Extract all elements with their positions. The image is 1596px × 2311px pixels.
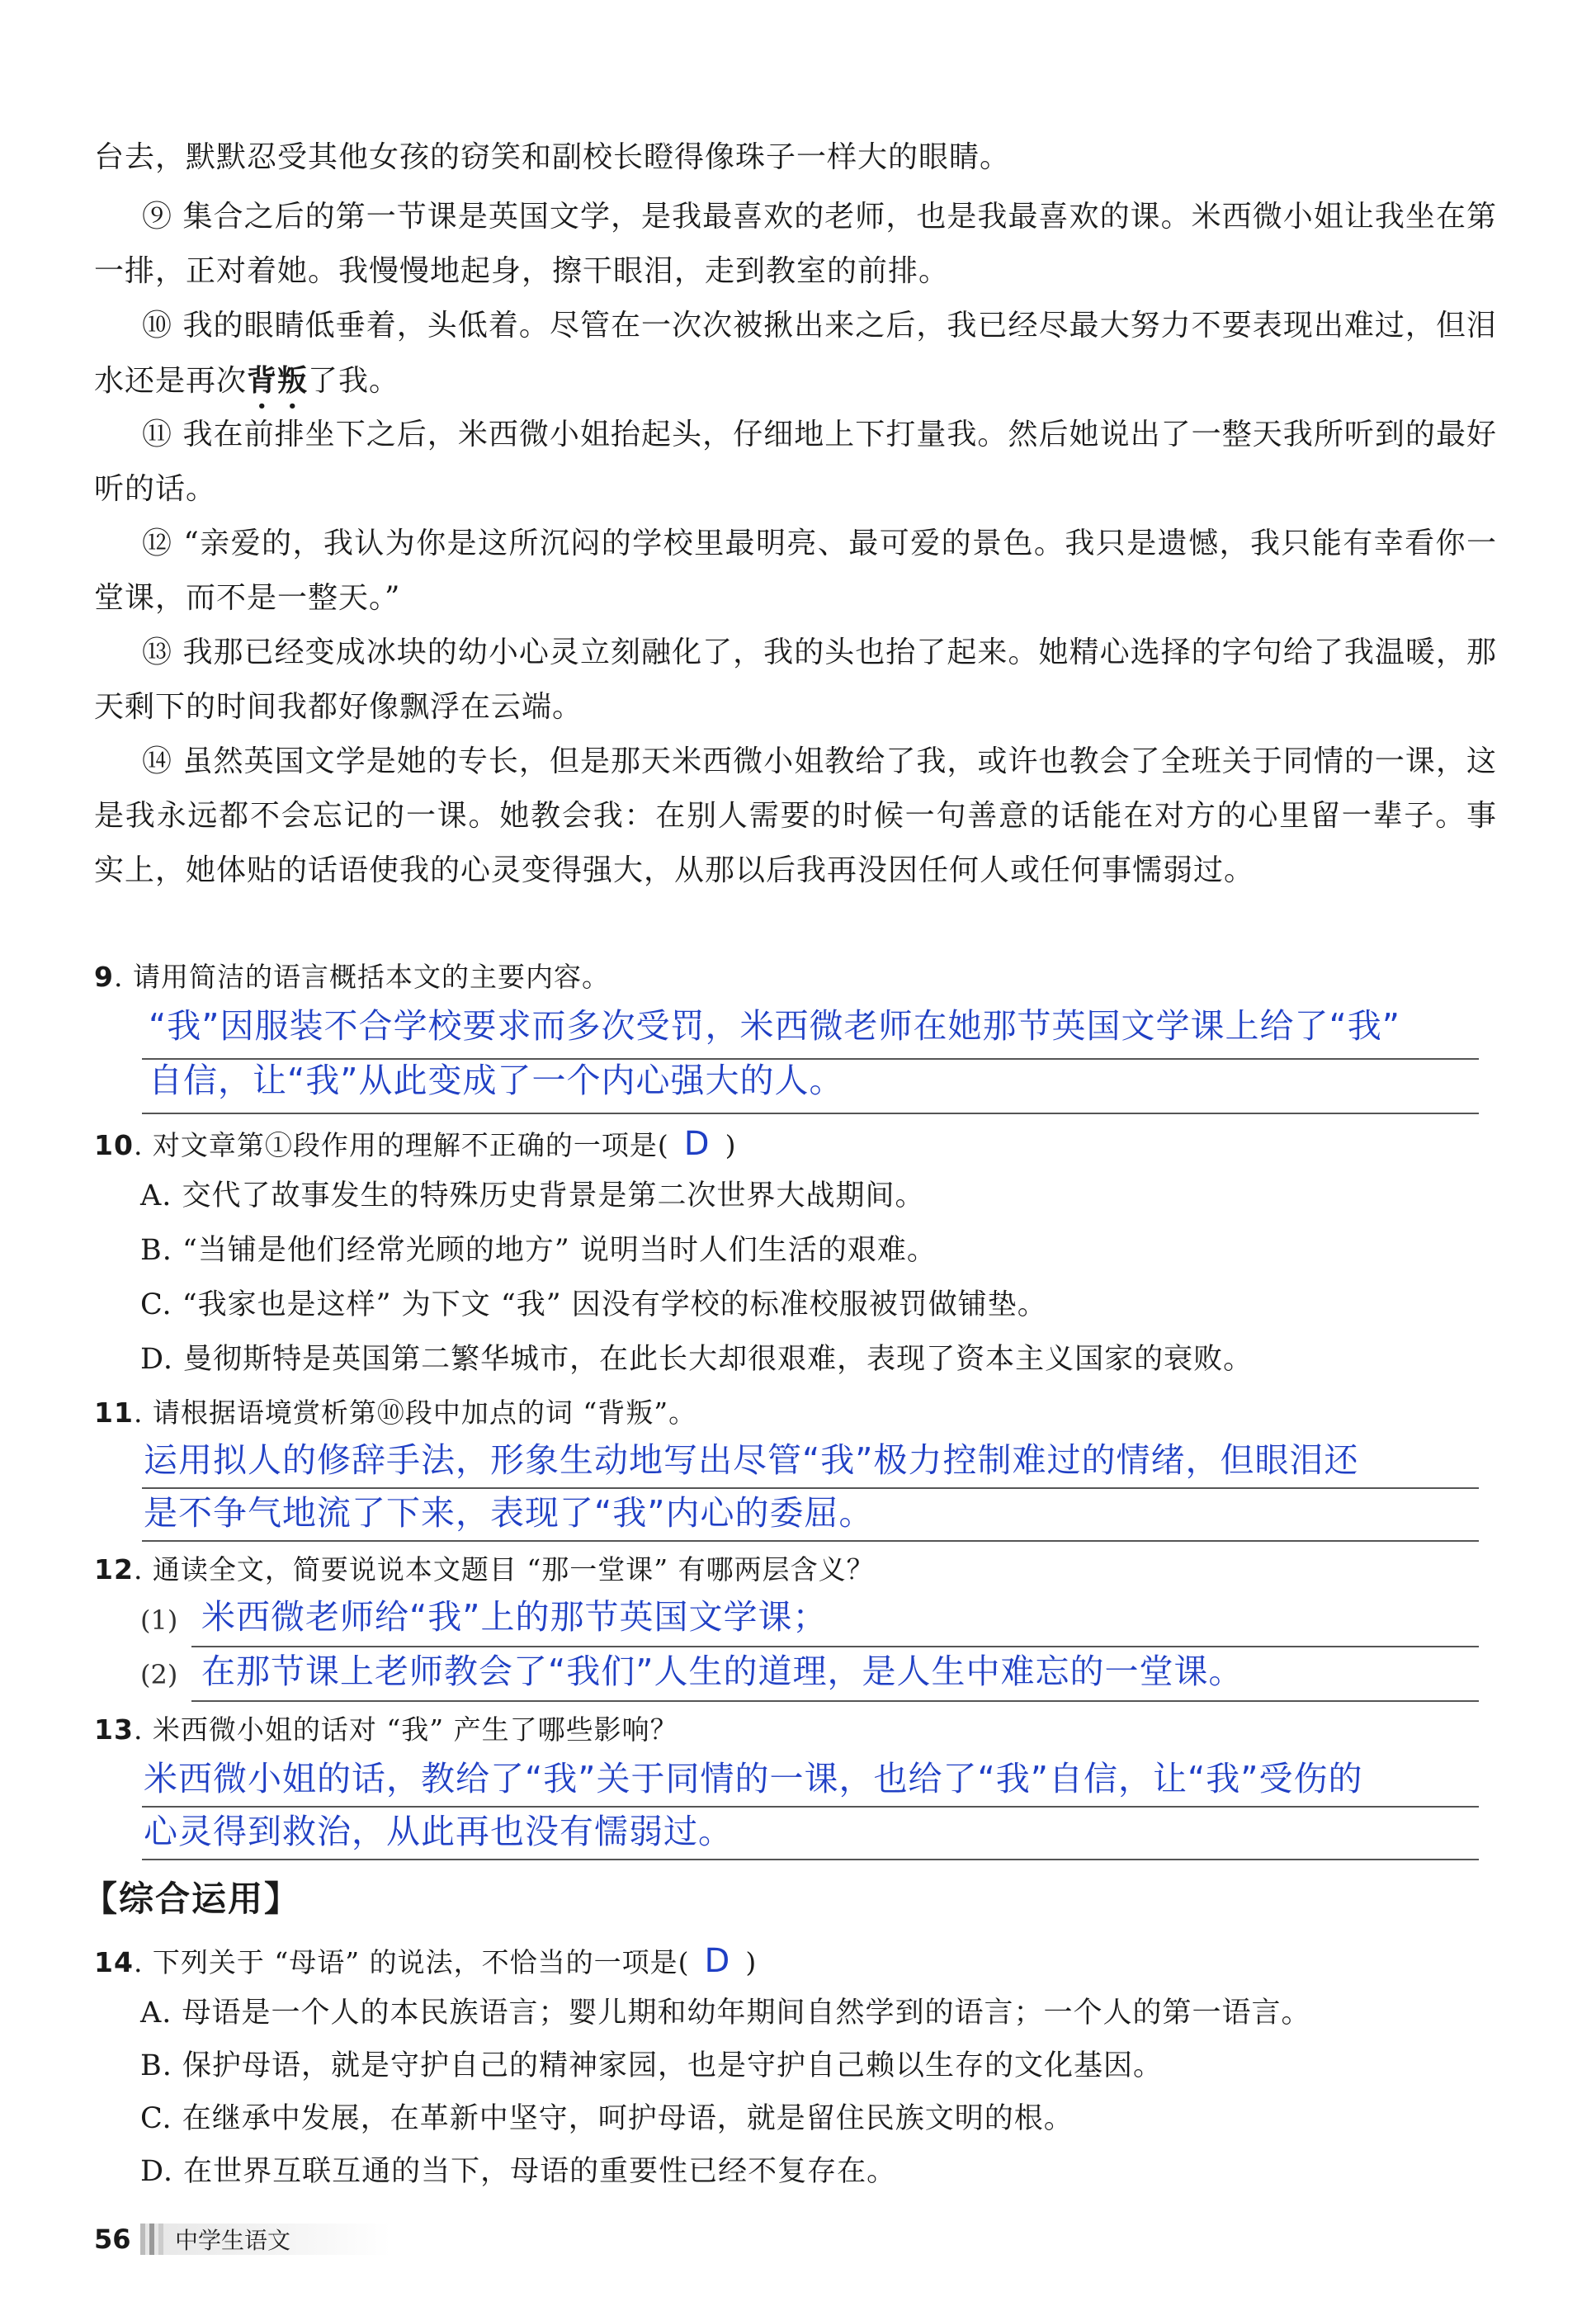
answer-line	[191, 1646, 1479, 1647]
answer-12-1: 米西微老师给“我”上的那节英国文学课；	[201, 1597, 828, 1637]
q14-option-d: D. 在世界互联互通的当下，母语的重要性已经不复存在。	[140, 2155, 897, 2188]
q10-option-a: A. 交代了故事发生的特殊历史背景是第二次世界大战期间。	[140, 1179, 925, 1212]
bracket: )	[745, 1946, 758, 1978]
question-text: . 米西微小姐的话对 “我” 产生了哪些影响？	[133, 1713, 678, 1746]
answer-11-line-2: 是不争气地流了下来，表现了“我”内心的委屈。	[144, 1493, 874, 1533]
question-number: 12	[94, 1553, 134, 1586]
sub-label-1: (1)	[140, 1604, 178, 1636]
section-title: 【综合运用】	[83, 1879, 301, 1919]
question-14	[94, 1940, 1497, 1984]
answer-line	[142, 1859, 1479, 1860]
question-number: 10	[94, 1129, 134, 1161]
question-9	[94, 956, 1497, 999]
q10-option-b: B. “当铺是他们经常光顾的地方” 说明当时人们生活的艰难。	[140, 1234, 937, 1267]
bracket: )	[725, 1129, 737, 1161]
answer-choice: D	[704, 1942, 731, 1980]
magazine-name: 中学生语文	[175, 2227, 291, 2254]
q10-option-d: D. 曼彻斯特是英国第二繁华城市，在此长大却很艰难，表现了资本主义国家的衰败。	[140, 1343, 1254, 1376]
answer-9-line-1: “我”因服装不合学校要求而多次受罚，米西微老师在她那节英国文学课上给了“我”	[149, 1006, 1400, 1046]
question-text: . 通读全文，简要说说本文题目 “那一堂课” 有哪两层含义？	[133, 1553, 875, 1586]
q10-option-c: C. “我家也是这样” 为下文 “我” 因没有学校的标准校服被罚做铺垫。	[140, 1288, 1047, 1321]
question-text: . 请用简洁的语言概括本文的主要内容。	[113, 961, 610, 993]
article-paragraph-continued: 台去，默默忍受其他女孩的窃笑和副校长瞪得像珠子一样大的眼睛。	[94, 140, 1011, 174]
question-number: 14	[94, 1946, 134, 1978]
page-footer	[94, 2220, 391, 2258]
article-paragraph-10	[94, 299, 1497, 415]
paragraph-10-text: ⑩ 我的眼睛低垂着，头低着。尽管在一次次被揪出来之后，我已经尽最大努力不要表现出难过，但泪水还是再次	[94, 309, 1497, 398]
answer-13-line-1: 米西微小姐的话，教给了“我”关于同情的一课，也给了“我”自信，让“我”受伤的	[144, 1759, 1363, 1798]
footer-bars-decoration	[140, 2224, 163, 2255]
q14-option-c: C. 在继承中发展，在革新中坚守，呵护母语，就是留住民族文明的根。	[140, 2102, 1074, 2135]
question-12	[94, 1548, 1497, 1591]
answer-line	[142, 1540, 1479, 1542]
question-13	[94, 1708, 1497, 1751]
answer-line	[142, 1487, 1479, 1489]
emphasized-word: 背叛	[247, 363, 309, 398]
question-10	[94, 1122, 1497, 1167]
question-number: 11	[94, 1397, 134, 1429]
answer-line	[142, 1113, 1479, 1114]
answer-line	[142, 1806, 1479, 1808]
question-11	[94, 1392, 1497, 1434]
answer-line	[191, 1700, 1479, 1702]
article-paragraph-9: ⑨ 集合之后的第一节课是英国文学，是我最喜欢的老师，也是我最喜欢的课。米西微小姐让我坐在第一排，正对着她。我慢慢地起身，擦干眼泪，走到教室的前排。	[94, 200, 1497, 288]
answer-9-line-2: 自信，让“我”从此变成了一个内心强大的人。	[149, 1061, 844, 1100]
answer-11-line-1: 运用拟人的修辞手法，形象生动地写出尽管“我”极力控制难过的情绪，但眼泪还	[144, 1440, 1359, 1480]
question-text: . 请根据语境赏析第⑩段中加点的词 “背叛”。	[133, 1397, 697, 1429]
sub-label-2: (2)	[140, 1659, 178, 1690]
article-paragraph-13: ⑬ 我那已经变成冰块的幼小心灵立刻融化了，我的头也抬了起来。她精心选择的字句给了我温暖，那天剩下的时间我都好像飘浮在云端。	[94, 636, 1497, 724]
q14-option-a: A. 母语是一个人的本民族语言；婴儿期和幼年期间自然学到的语言；一个人的第一语言。	[140, 1997, 1311, 2030]
article-paragraph-11: ⑪ 我在前排坐下之后，米西微小姐抬起头，仔细地上下打量我。然后她说出了一整天我所听到的最好听的话。	[94, 418, 1497, 506]
question-text: . 下列关于 “母语” 的说法，不恰当的一项是(	[133, 1946, 690, 1978]
q14-option-b: B. 保护母语，就是守护自己的精神家园，也是守护自己赖以生存的文化基因。	[140, 2049, 1163, 2082]
question-number: 13	[94, 1713, 134, 1746]
answer-choice: D	[683, 1125, 711, 1163]
page-number: 56	[94, 2224, 131, 2255]
answer-12-2: 在那节课上老师教会了“我们”人生的道理，是人生中难忘的一堂课。	[201, 1652, 1244, 1691]
paragraph-10-text-end: 了我。	[308, 364, 400, 398]
answer-13-line-2: 心灵得到救治，从此再也没有懦弱过。	[144, 1812, 733, 1851]
article-paragraph-14: ⑭ 虽然英国文学是她的专长，但是那天米西微小姐教给了我，或许也教会了全班关于同情的一课，这是我永远都不会忘记的一课。她教会我：在别人需要的时候一句善意的话能在对方的心里留一辈子。事实上，她体贴的话语使我的心灵变得强大，从那以后我再没因任何人或任何事懦弱过。	[94, 744, 1497, 887]
question-number: 9	[94, 961, 114, 993]
question-text: . 对文章第①段作用的理解不正确的一项是(	[133, 1129, 669, 1161]
article-paragraph-12: ⑫ “亲爱的，我认为你是这所沉闷的学校里最明亮、最可爱的景色。我只是遗憾，我只能有幸看你一堂课，而不是一整天。”	[94, 527, 1497, 615]
